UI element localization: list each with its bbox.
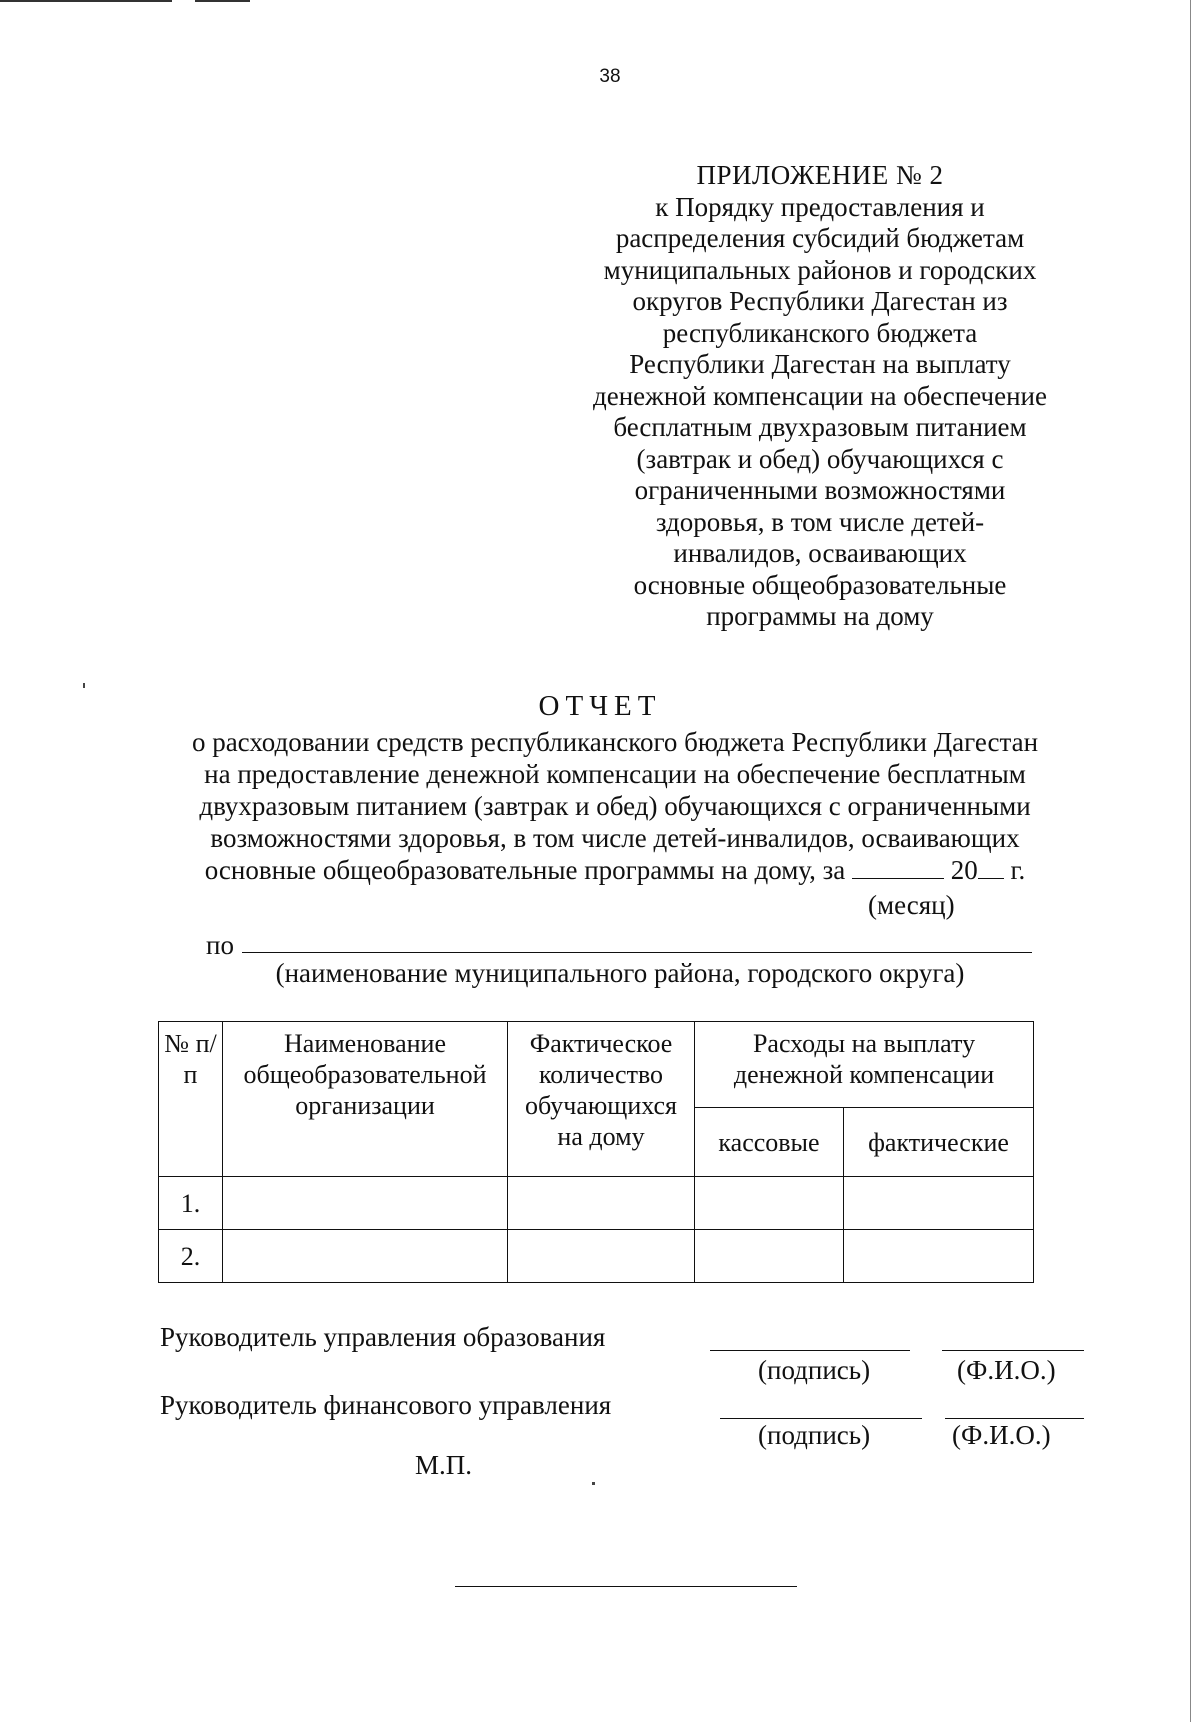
name-line[interactable] bbox=[945, 1418, 1084, 1419]
report-line: о расходовании средств республиканского бюджета Республики Дагестан bbox=[191, 727, 1039, 757]
report-period-text: основные общеобразовательные программы на дому, за bbox=[204, 855, 846, 885]
table-row bbox=[159, 1177, 1034, 1230]
year-fill-line[interactable] bbox=[978, 856, 1004, 879]
header-cash: кассовые bbox=[695, 1108, 844, 1177]
appendix-line: основные общеобразовательные bbox=[633, 569, 1007, 600]
month-caption: (месяц) bbox=[868, 890, 955, 920]
report-line: возможностями здоровья, в том числе детей-инвалидов, осваивающих bbox=[210, 823, 1020, 853]
month-fill-line[interactable] bbox=[852, 856, 944, 879]
scan-artifact-line bbox=[195, 0, 250, 2]
row-count-cell[interactable] bbox=[508, 1177, 695, 1230]
signature-line[interactable] bbox=[720, 1418, 922, 1419]
scan-artifact-line bbox=[0, 0, 172, 2]
name-caption: (Ф.И.О.) bbox=[957, 1355, 1056, 1385]
header-expenses: Расходы на выплату денежной компенсации bbox=[695, 1022, 1034, 1108]
appendix-line: Республики Дагестан на выплату bbox=[629, 349, 1011, 379]
row-cash-cell[interactable] bbox=[695, 1230, 844, 1283]
table-row bbox=[159, 1230, 1034, 1283]
header-num: № п/п bbox=[159, 1022, 223, 1177]
row-cash-cell[interactable] bbox=[695, 1177, 844, 1230]
po-label: по bbox=[206, 930, 234, 960]
appendix-line: ограниченными возможностями bbox=[634, 475, 1006, 505]
scan-speck bbox=[592, 1482, 595, 1485]
row-org-cell[interactable] bbox=[223, 1177, 508, 1230]
appendix-line: распределения субсидий бюджетам bbox=[615, 223, 1025, 253]
header-count: Фактическое количество обучающихся на дому bbox=[508, 1022, 695, 1177]
appendix-title: ПРИЛОЖЕНИЕ № 2 bbox=[696, 160, 944, 190]
name-line[interactable] bbox=[942, 1350, 1084, 1351]
appendix-line: округов Республики Дагестан из bbox=[632, 286, 1008, 316]
row-count-cell[interactable] bbox=[508, 1230, 695, 1283]
appendix-line: инвалидов, осваивающих bbox=[673, 538, 967, 568]
district-fill-line[interactable] bbox=[242, 952, 1032, 953]
report-table bbox=[158, 1021, 1034, 1283]
header-org: Наименование общеобразовательной организации bbox=[223, 1022, 508, 1177]
appendix-line: бесплатным двухразовым питанием bbox=[613, 412, 1027, 442]
year-prefix: 20 bbox=[950, 855, 978, 885]
report-line: двухразовым питанием (завтрак и обед) обучающихся с ограниченными bbox=[199, 791, 1031, 821]
row-actual-cell[interactable] bbox=[844, 1230, 1034, 1283]
report-line: на предоставление денежной компенсации на обеспечение бесплатным bbox=[204, 759, 1026, 789]
page-number: 38 bbox=[599, 66, 621, 87]
report-title: ОТЧЕТ bbox=[538, 690, 662, 722]
appendix-line: денежной компенсации на обеспечение bbox=[593, 380, 1047, 411]
row-actual-cell[interactable] bbox=[844, 1177, 1034, 1230]
signature-role-finance: Руководитель финансового управления bbox=[160, 1390, 612, 1420]
name-caption: (Ф.И.О.) bbox=[952, 1420, 1051, 1450]
signature-caption: (подпись) bbox=[758, 1355, 871, 1385]
appendix-line: республиканского бюджета bbox=[662, 317, 978, 348]
page-edge bbox=[1190, 0, 1191, 1722]
report-body bbox=[150, 726, 1080, 886]
appendix-line: здоровья, в том числе детей- bbox=[655, 506, 985, 537]
report-line-period bbox=[150, 854, 1080, 886]
signature-caption: (подпись) bbox=[758, 1420, 871, 1450]
appendix-line: (завтрак и обед) обучающихся с bbox=[636, 443, 1004, 474]
year-suffix: г. bbox=[1010, 855, 1026, 885]
district-caption: (наименование муниципального района, городского округа) bbox=[275, 958, 965, 988]
header-actual: фактические bbox=[844, 1108, 1034, 1177]
signature-role-education: Руководитель управления образования bbox=[160, 1322, 606, 1352]
scan-speck bbox=[83, 683, 85, 688]
appendix-line: муниципальных районов и городских bbox=[603, 254, 1037, 285]
row-org-cell[interactable] bbox=[223, 1230, 508, 1283]
appendix-line: к Порядку предоставления и bbox=[655, 191, 985, 222]
signature-line[interactable] bbox=[710, 1350, 910, 1351]
appendix-block bbox=[540, 160, 1100, 633]
row-num: 2. bbox=[159, 1230, 223, 1283]
bottom-divider bbox=[455, 1586, 797, 1587]
stamp-mark: М.П. bbox=[415, 1450, 473, 1480]
appendix-line: программы на дому bbox=[706, 601, 934, 631]
row-num: 1. bbox=[159, 1177, 223, 1230]
